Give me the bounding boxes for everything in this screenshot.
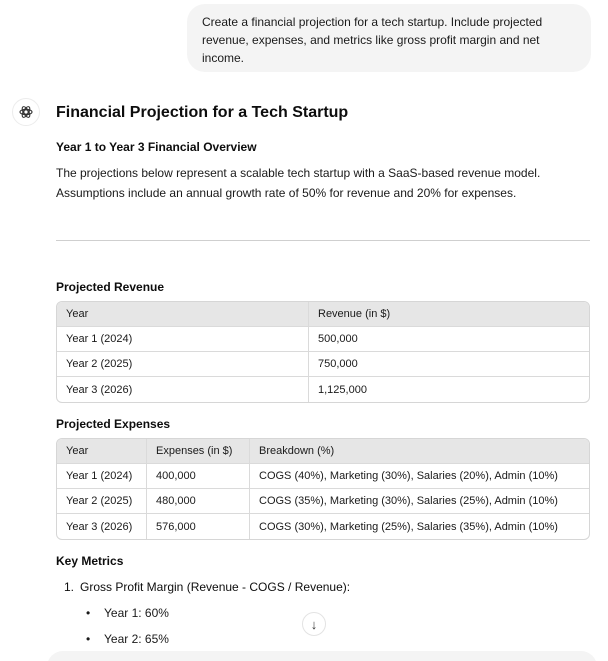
arrow-down-icon: ↓ [310, 616, 318, 632]
cell-expenses: 576,000 [147, 514, 250, 539]
bullet-text: Year 1: 60% [104, 606, 169, 620]
column-header-year: Year [57, 302, 309, 327]
intro-line-2: Assumptions include an annual growth rate of 50% for revenue and 20% for expenses. [56, 186, 517, 200]
cell-expenses: 400,000 [147, 464, 250, 489]
message-composer[interactable] [47, 651, 597, 661]
intro-paragraph [56, 163, 590, 203]
cell-year: Year 1 (2024) [57, 464, 147, 489]
table-row [57, 514, 589, 539]
metric-label: Gross Profit Margin (Revenue - COGS / Revenue): [80, 580, 351, 594]
cell-breakdown: COGS (35%), Marketing (30%), Salaries (25%), Admin (10%) [250, 489, 589, 514]
cell-year: Year 2 (2025) [57, 352, 309, 377]
cell-year: Year 3 (2026) [57, 377, 309, 402]
key-metrics-heading: Key Metrics [56, 554, 124, 568]
revenue-table [56, 301, 590, 403]
column-header-expenses: Expenses (in $) [147, 439, 250, 464]
user-message-bubble [187, 4, 591, 72]
metric-bullet [86, 632, 169, 646]
column-header-breakdown: Breakdown (%) [250, 439, 589, 464]
cell-expenses: 480,000 [147, 489, 250, 514]
table-header-row [57, 302, 589, 327]
bullet-dot-icon: • [86, 632, 91, 646]
metric-bullet [86, 606, 169, 620]
metric-list-item [64, 580, 350, 594]
table-row [57, 489, 589, 514]
cell-revenue: 500,000 [309, 327, 589, 352]
section-subtitle: Year 1 to Year 3 Financial Overview [56, 140, 257, 154]
user-message-text: Create a financial projection for a tech startup. Include projected revenue, expenses, and metrics like gross profit margin and net income. [202, 15, 543, 65]
expenses-heading: Projected Expenses [56, 417, 171, 431]
table-row [57, 377, 589, 402]
scroll-to-bottom-button[interactable] [302, 612, 326, 636]
cell-revenue: 750,000 [309, 352, 589, 377]
revenue-heading: Projected Revenue [56, 280, 165, 294]
cell-breakdown: COGS (30%), Marketing (25%), Salaries (35%), Admin (10%) [259, 520, 558, 533]
table-row [57, 352, 589, 377]
bullet-dot-icon: • [86, 606, 91, 620]
horizontal-divider [56, 240, 590, 241]
table-row [57, 327, 589, 352]
column-header-revenue: Revenue (in $) [309, 302, 589, 327]
cell-year: Year 1 (2024) [57, 327, 309, 352]
openai-logo-icon [18, 104, 34, 120]
column-header-year: Year [57, 439, 147, 464]
cell-revenue: 1,125,000 [318, 383, 367, 396]
bullet-text: Year 2: 65% [104, 632, 169, 646]
cell-year: Year 3 (2026) [57, 514, 147, 539]
expenses-table [56, 438, 590, 540]
cell-year: Year 2 (2025) [57, 489, 147, 514]
list-number: 1. [64, 580, 75, 594]
table-row [57, 464, 589, 489]
intro-line-1: The projections below represent a scalable tech startup with a SaaS-based revenue model. [56, 166, 541, 180]
cell-breakdown: COGS (40%), Marketing (30%), Salaries (20%), Admin (10%) [250, 464, 589, 489]
table-header-row [57, 439, 589, 464]
response-title: Financial Projection for a Tech Startup [56, 104, 349, 121]
assistant-avatar [12, 98, 40, 126]
